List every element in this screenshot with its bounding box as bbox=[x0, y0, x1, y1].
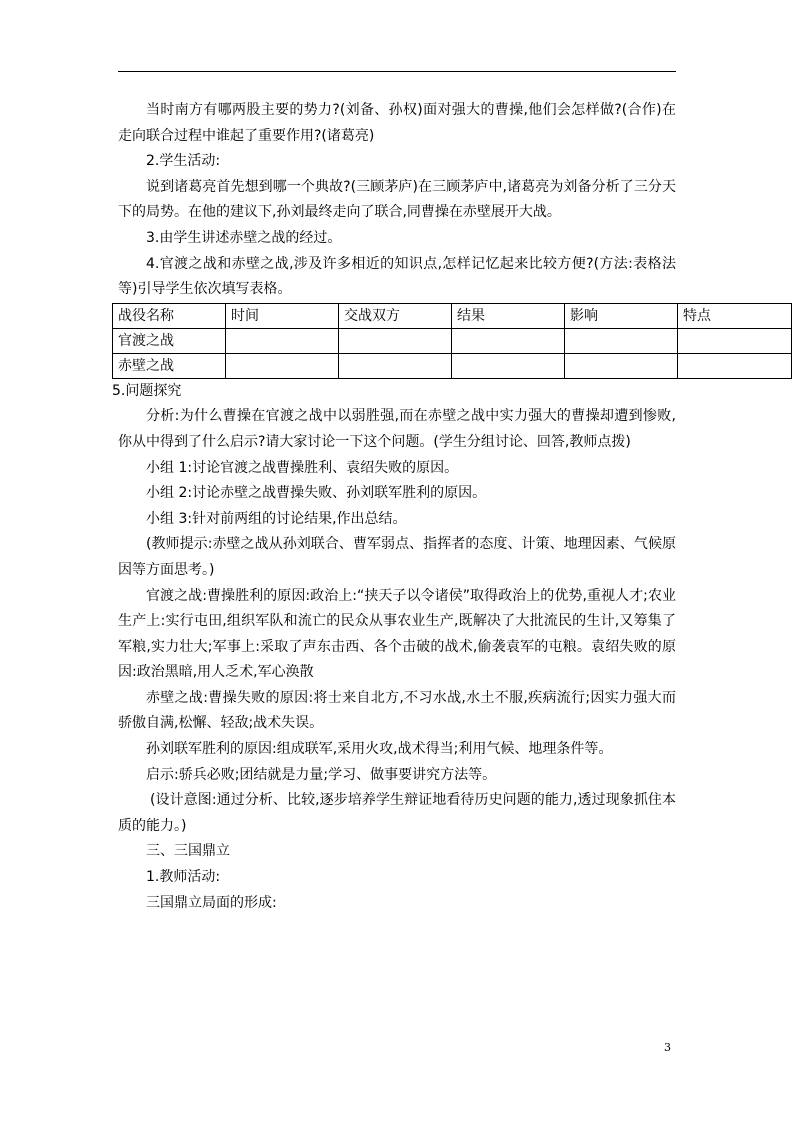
table-header-cell: 交战双方 bbox=[339, 303, 452, 328]
header-rule bbox=[118, 71, 676, 72]
table-header-cell: 结果 bbox=[452, 303, 565, 328]
paragraph: (设计意图:通过分析、比较,逐步培养学生辩证地看待历史问题的能力,透过现象抓住本质的能力。) bbox=[118, 792, 676, 834]
paragraph: 2.学生活动: bbox=[146, 153, 221, 170]
paragraph: 1.教师活动: bbox=[146, 869, 221, 886]
table-cell: 官渡之战 bbox=[113, 328, 226, 353]
paragraph: 当时南方有哪两股主要的势力?(刘备、孙权)面对强大的曹操,他们会怎样做?(合作)在走向联合过程中谁起了重要作用?(诸葛亮) bbox=[118, 102, 676, 144]
table-cell bbox=[678, 353, 792, 378]
table-cell bbox=[339, 328, 452, 353]
paragraph: 分析:为什么曹操在官渡之战中以弱胜强,而在赤壁之战中实力强大的曹操却遭到惨败,你从中得到了什么启示?请大家讨论一下这个问题。(学生分组讨论、回答,教师点拨) bbox=[118, 408, 676, 450]
table-header-row bbox=[113, 303, 792, 328]
table-cell bbox=[452, 328, 565, 353]
paragraph: 孙刘联军胜利的原因:组成联军,采用火攻,战术得当;利用气候、地理条件等。 bbox=[146, 741, 613, 758]
table-cell bbox=[452, 353, 565, 378]
paragraph: 小组 2:讨论赤壁之战曹操失败、孙刘联军胜利的原因。 bbox=[146, 485, 487, 502]
paragraph: 三国鼎立局面的形成: bbox=[146, 894, 277, 911]
table-row bbox=[113, 328, 792, 353]
table-cell bbox=[226, 353, 339, 378]
paragraph: (教师提示:赤壁之战从孙刘联合、曹军弱点、指挥者的态度、计策、地理因素、气候原因等方面思考。) bbox=[118, 536, 676, 578]
table-cell bbox=[678, 328, 792, 353]
page-number: 3 bbox=[664, 1041, 671, 1054]
section-title: 5.问题探究 bbox=[112, 382, 182, 399]
table-header-cell: 战役名称 bbox=[113, 303, 226, 328]
table-header-cell: 特点 bbox=[678, 303, 792, 328]
section-heading: 三、三国鼎立 bbox=[146, 843, 230, 860]
table-cell bbox=[565, 328, 678, 353]
table-cell bbox=[565, 353, 678, 378]
table-header-cell: 时间 bbox=[226, 303, 339, 328]
paragraph: 小组 3:针对前两组的讨论结果,作出总结。 bbox=[146, 510, 407, 527]
paragraph: 说到诸葛亮首先想到哪一个典故?(三顾茅庐)在三顾茅庐中,诸葛亮为刘备分析了三分天下的局势。在他的建议下,孙刘最终走向了联合,同曹操在赤壁展开大战。 bbox=[118, 178, 676, 221]
document-body bbox=[112, 98, 711, 916]
paragraph: 3.由学生讲述赤壁之战的经过。 bbox=[146, 229, 342, 246]
comparison-table bbox=[112, 303, 792, 379]
paragraph: 启示:骄兵必败;团结就是力量;学习、做事要讲究方法等。 bbox=[146, 766, 497, 783]
table-cell: 赤壁之战 bbox=[113, 353, 226, 378]
paragraph: 官渡之战:曹操胜利的原因:政治上:“挟天子以令诸侯”取得政治上的优势,重视人才;农业生产上:实行屯田,组织军队和流亡的民众从事农业生产,既解决了大批流民的生计,又筹集了军粮,实力壮大;军事上:采取了声东击西、各个击破的战术,偷袭袁军的屯粮。袁绍失败的原因:政治黑暗,用人乏术,军心涣散 bbox=[118, 587, 676, 681]
paragraph: 赤壁之战:曹操失败的原因:将士来自北方,不习水战,水土不服,疾病流行;因实力强大而骄傲自满,松懈、轻敌;战术失误。 bbox=[118, 689, 676, 732]
table-cell bbox=[339, 353, 452, 378]
paragraph: 小组 1:讨论官渡之战曹操胜利、袁绍失败的原因。 bbox=[146, 459, 459, 476]
table-cell bbox=[226, 328, 339, 353]
paragraph: 4.官渡之战和赤壁之战,涉及许多相近的知识点,怎样记忆起来比较方便?(方法:表格法等)引导学生依次填写表格。 bbox=[118, 255, 676, 298]
table-row bbox=[113, 353, 792, 378]
table-header-cell: 影响 bbox=[565, 303, 678, 328]
